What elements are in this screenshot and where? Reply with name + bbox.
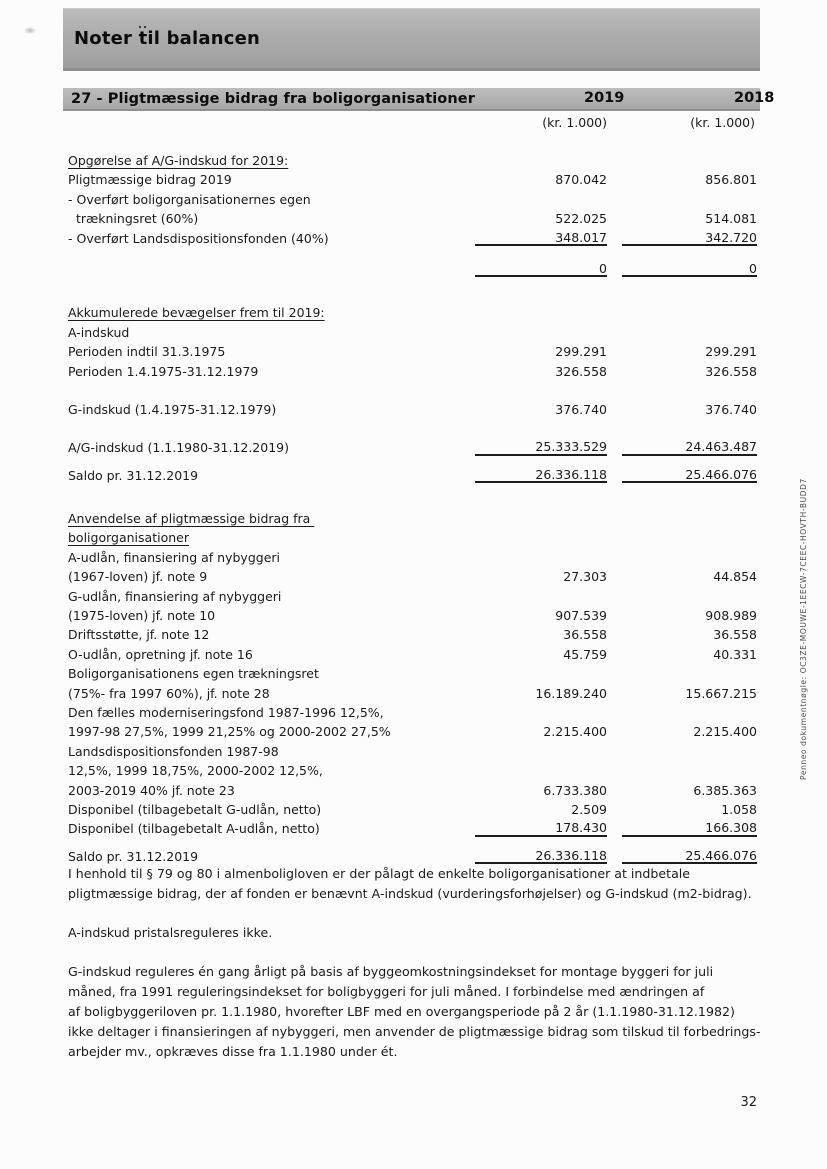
value-2018	[622, 323, 757, 342]
value-2019	[475, 548, 607, 567]
page-number: 32	[740, 1095, 757, 1110]
paragraph-line: af boligbyggeriloven pr. 1.1.1980, hvorefter LBF med en overgangsperiode på 2 år (1.1.1980-31.12.1982)	[68, 1004, 735, 1019]
value-2019: 376.740	[555, 401, 607, 417]
value-2018: 0	[622, 260, 757, 277]
row-label: (1967-loven) jf. note 9	[68, 569, 208, 585]
value-2018	[622, 761, 757, 780]
table-row	[68, 438, 757, 457]
column-gap	[607, 567, 622, 586]
row-label: Perioden indtil 31.3.1975	[68, 344, 226, 360]
note-header-bar	[63, 88, 775, 111]
page-banner	[63, 8, 760, 71]
value-2019: 25.333.529	[475, 438, 607, 455]
column-gap	[607, 260, 622, 279]
unit-label-2019: (kr. 1.000)	[542, 115, 607, 130]
value-2018: 299.291	[705, 344, 757, 360]
value-2019: 326.558	[555, 363, 607, 379]
value-2018: 326.558	[705, 363, 757, 379]
paragraph-line: ikke deltager i finansieringen af nybyggeri, men anvender de pligtmæssige bidrag som tilskud til forbedrings-	[68, 1024, 761, 1039]
value-2019	[475, 587, 607, 606]
row-label: Driftsstøtte, jf. note 12	[68, 627, 210, 643]
year-column-2019: 2019	[584, 90, 625, 106]
penneo-watermark: Penneo dokumentnøgle: OC3ZE-MOUWE-1EECW-7CEEC-HOVTH-BUDD7	[799, 478, 808, 780]
year-column-2018: 2018	[734, 90, 775, 106]
value-2018: 36.558	[713, 627, 757, 643]
balance-table	[68, 151, 757, 866]
table-row	[68, 664, 757, 683]
column-gap	[607, 466, 622, 485]
value-2019: 26.336.118	[475, 466, 607, 483]
table-row	[68, 722, 757, 741]
row-label: (1975-loven) jf. note 10	[68, 608, 216, 624]
scan-artifact	[139, 26, 147, 29]
column-gap	[607, 625, 622, 644]
column-gap	[607, 190, 622, 209]
value-2018	[622, 587, 757, 606]
value-2019: 2.509	[571, 801, 607, 817]
value-2019: 0	[475, 260, 607, 277]
value-2019: 45.759	[563, 646, 607, 662]
value-2019: 2.215.400	[543, 724, 607, 740]
row-label: 1997-98 27,5%, 1999 21,25% og 2000-2002 27,5%	[68, 724, 391, 740]
row-label	[68, 260, 475, 279]
column-gap	[607, 742, 622, 761]
value-2019	[475, 664, 607, 683]
value-2019: 870.042	[555, 172, 607, 188]
column-gap	[607, 587, 622, 606]
value-2018: 44.854	[713, 569, 757, 585]
table-section	[68, 151, 757, 279]
row-label: 12,5%, 1999 18,75%, 2000-2002 12,5%,	[68, 763, 323, 779]
column-gap	[607, 761, 622, 780]
value-2019: 299.291	[555, 344, 607, 360]
banner-title: Noter til balancen	[74, 28, 261, 49]
value-2018: 2.215.400	[693, 724, 757, 740]
value-2019: 522.025	[555, 211, 607, 227]
row-label: A/G-indskud (1.1.1980-31.12.2019)	[68, 440, 289, 456]
table-row	[68, 229, 757, 248]
unit-label-2018: (kr. 1.000)	[690, 115, 755, 130]
table-row	[68, 260, 757, 279]
row-label: (75%- fra 1997 60%), jf. note 28	[68, 685, 270, 701]
value-2019: 6.733.380	[543, 782, 607, 798]
table-row	[68, 342, 757, 361]
value-2018: 40.331	[713, 646, 757, 662]
table-row	[68, 606, 757, 625]
column-gap	[607, 703, 622, 722]
table-row	[68, 362, 757, 381]
column-gap	[607, 342, 622, 361]
table-row	[68, 170, 757, 189]
column-gap	[607, 819, 622, 838]
table-row	[68, 548, 757, 567]
value-2019: 27.303	[563, 569, 607, 585]
scan-artifact	[24, 27, 36, 34]
table-row	[68, 209, 757, 228]
column-gap	[607, 606, 622, 625]
row-label: trækningsret (60%)	[68, 211, 199, 227]
value-2018	[622, 664, 757, 683]
table-section	[68, 303, 757, 485]
note-title: 27 - Pligtmæssige bidrag fra boligorganisationer	[71, 90, 475, 107]
row-label: Disponibel (tilbagebetalt A-udlån, netto)	[68, 821, 320, 837]
paragraph-line: pligtmæssige bidrag, der af fonden er benævnt A-indskud (vurderingsforhøjelser) og G-indskud (m2-bidrag).	[68, 886, 752, 901]
paragraph-line: arbejder mv., opkræves disse fra 1.1.1980 under ét.	[68, 1044, 398, 1059]
section-heading: boligorganisationer	[68, 530, 189, 546]
row-label: Den fælles moderniseringsfond 1987-1996 12,5%,	[68, 704, 384, 720]
table-row	[68, 742, 757, 761]
row-label: A-udlån, finansiering af nybyggeri	[68, 549, 280, 565]
column-gap	[607, 781, 622, 800]
value-2018: 1.058	[721, 801, 757, 817]
column-gap	[607, 664, 622, 683]
table-row	[68, 190, 757, 209]
row-label: - Overført Landsdispositionsfonden (40%)	[68, 230, 329, 246]
row-label: 2003-2019 40% jf. note 23	[68, 782, 235, 798]
column-gap	[607, 323, 622, 342]
row-label: Saldo pr. 31.12.2019	[68, 467, 199, 483]
column-gap	[607, 438, 622, 457]
row-label: G-indskud (1.4.1975-31.12.1979)	[68, 401, 277, 417]
row-label: Landsdispositionsfonden 1987-98	[68, 743, 279, 759]
table-row	[68, 819, 757, 838]
table-row	[68, 400, 757, 419]
table-row	[68, 587, 757, 606]
value-2018: 15.667.215	[685, 685, 757, 701]
table-row	[68, 645, 757, 664]
table-row	[68, 567, 757, 586]
column-gap	[607, 229, 622, 248]
table-row	[68, 800, 757, 819]
row-label: A-indskud	[68, 324, 130, 340]
value-2019	[475, 190, 607, 209]
table-row	[68, 684, 757, 703]
value-2019: 178.430	[475, 819, 607, 836]
table-section	[68, 509, 757, 866]
value-2018: 166.308	[622, 819, 757, 836]
column-gap	[607, 170, 622, 189]
column-gap	[607, 362, 622, 381]
value-2019	[475, 323, 607, 342]
row-label: Perioden 1.4.1975-31.12.1979	[68, 363, 259, 379]
row-label: - Overført boligorganisationernes egen	[68, 191, 311, 207]
table-row	[68, 625, 757, 644]
notes-paragraphs	[68, 864, 788, 1081]
row-label: O-udlån, opretning jf. note 16	[68, 646, 253, 662]
value-2018: 25.466.076	[622, 466, 757, 483]
column-gap	[607, 209, 622, 228]
value-2019: 36.558	[563, 627, 607, 643]
value-2019: 16.189.240	[535, 685, 607, 701]
value-2018: 25.466.076	[622, 847, 757, 864]
paragraph-line: G-indskud reguleres én gang årligt på basis af byggeomkostningsindekset for montage byggeri for juli	[68, 964, 714, 979]
table-row	[68, 703, 757, 722]
table-row	[68, 781, 757, 800]
paragraph	[68, 864, 788, 904]
value-2019: 348.017	[475, 229, 607, 246]
paragraph-line: I henhold til § 79 og 80 i almenboligloven er der pålagt de enkelte boligorganisationer at indbetale	[68, 866, 691, 881]
value-2018	[622, 548, 757, 567]
value-2019	[475, 742, 607, 761]
section-heading: Anvendelse af pligtmæssige bidrag fra	[68, 511, 315, 527]
row-label: Boligorganisationens egen trækningsret	[68, 666, 319, 682]
column-gap	[607, 800, 622, 819]
row-label: Saldo pr. 31.12.2019	[68, 848, 199, 864]
value-2018: 514.081	[705, 211, 757, 227]
value-2018: 856.801	[705, 172, 757, 188]
column-gap	[607, 684, 622, 703]
value-2018: 376.740	[705, 401, 757, 417]
paragraph	[68, 923, 788, 943]
column-gap	[607, 722, 622, 741]
column-gap	[607, 548, 622, 567]
row-label: Pligtmæssige bidrag 2019	[68, 172, 232, 188]
column-gap	[607, 400, 622, 419]
paragraph-line: måned, fra 1991 reguleringsindekset for boligbyggeri for juli måned. I forbindelse med ændringen af	[68, 984, 705, 999]
value-2019: 26.336.118	[475, 847, 607, 864]
value-2018: 24.463.487	[622, 438, 757, 455]
section-heading: Akkumulerede bevægelser frem til 2019:	[68, 305, 325, 321]
table-row	[68, 761, 757, 780]
value-2018	[622, 190, 757, 209]
table-row	[68, 323, 757, 342]
paragraph	[68, 962, 788, 1062]
value-2018: 6.385.363	[693, 782, 757, 798]
column-gap	[607, 645, 622, 664]
table-row	[68, 466, 757, 485]
value-2018	[622, 742, 757, 761]
row-label: G-udlån, finansiering af nybyggeri	[68, 588, 282, 604]
value-2018	[622, 703, 757, 722]
value-2019: 907.539	[555, 608, 607, 624]
paragraph-line: A-indskud pristalsreguleres ikke.	[68, 925, 273, 940]
value-2018: 342.720	[622, 229, 757, 246]
section-heading: Opgørelse af A/G-indskud for 2019:	[68, 153, 289, 168]
value-2019	[475, 761, 607, 780]
row-label: Disponibel (tilbagebetalt G-udlån, netto)	[68, 801, 322, 817]
value-2018: 908.989	[705, 608, 757, 624]
value-2019	[475, 703, 607, 722]
